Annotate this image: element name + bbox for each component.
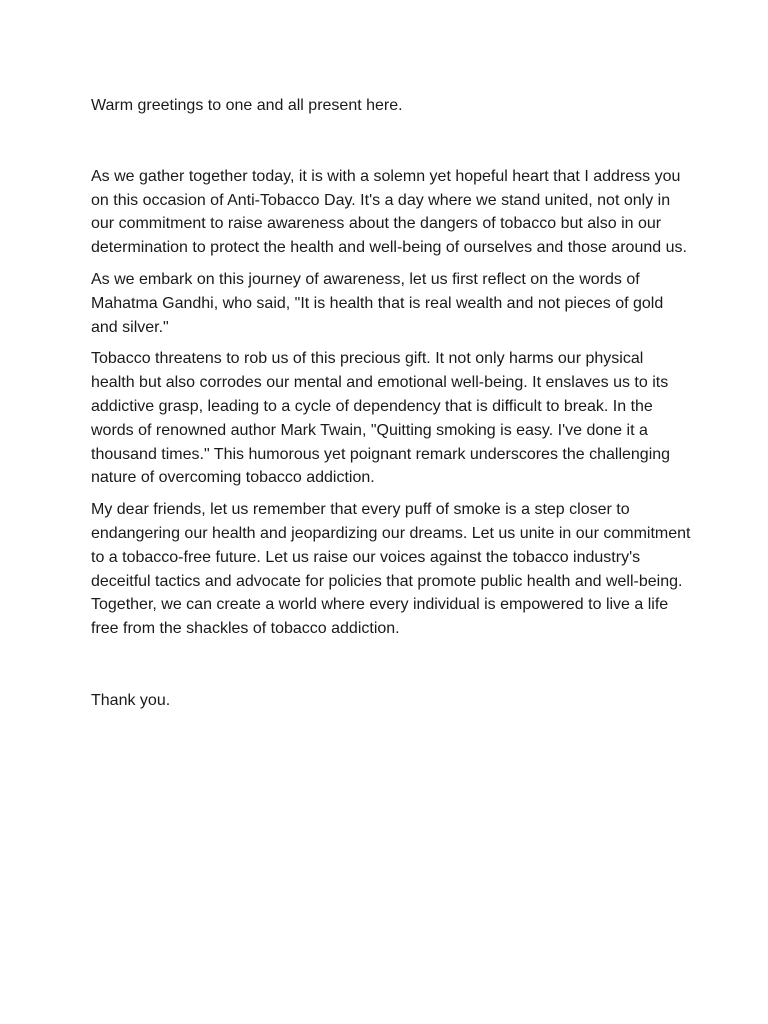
paragraph-anti-tobacco-day: As we gather together today, it is with a solemn yet hopeful heart that I address you on this occasion of Anti-Tobacco Day. It's a day where we stand united, not only in our commitment to raise awareness about the dangers of tobacco but also in our determination to protect the health and well-being of ourselves and those around us. (91, 167, 687, 257)
greeting-line: Warm greetings to one and all present here. (91, 97, 403, 114)
speech-body (91, 94, 691, 721)
paragraph-mark-twain-quote: Tobacco threatens to rob us of this precious gift. It not only harms our physical health but also corrodes our mental and emotional well-being. It enslaves us to its addictive grasp, leading to a cycle of dependency that is difficult to break. In the words of renowned author Mark Twain, "Quitting smoking is easy. I've done it a thousand times." This humorous yet poignant remark underscores the challenging nature of overcoming tobacco addiction. (91, 350, 671, 487)
paragraph-gandhi-quote: As we embark on this journey of awareness, let us first reflect on the words of Mahatma Gandhi, who said, "It is health that is real wealth and not pieces of gold and silver." (91, 270, 664, 336)
paragraph-call-to-action: My dear friends, let us remember that every puff of smoke is a step closer to endangering our health and jeopardizing our dreams. Let us unite in our commitment to a tobacco-free future. Let us raise our voices against the tobacco industry's deceitful tactics and advocate for policies that promote public health and well-being. Together, we can create a world where every individual is empowered to live a life free from the shackles of tobacco addiction. (91, 501, 691, 638)
closing-line: Thank you. (91, 691, 171, 709)
